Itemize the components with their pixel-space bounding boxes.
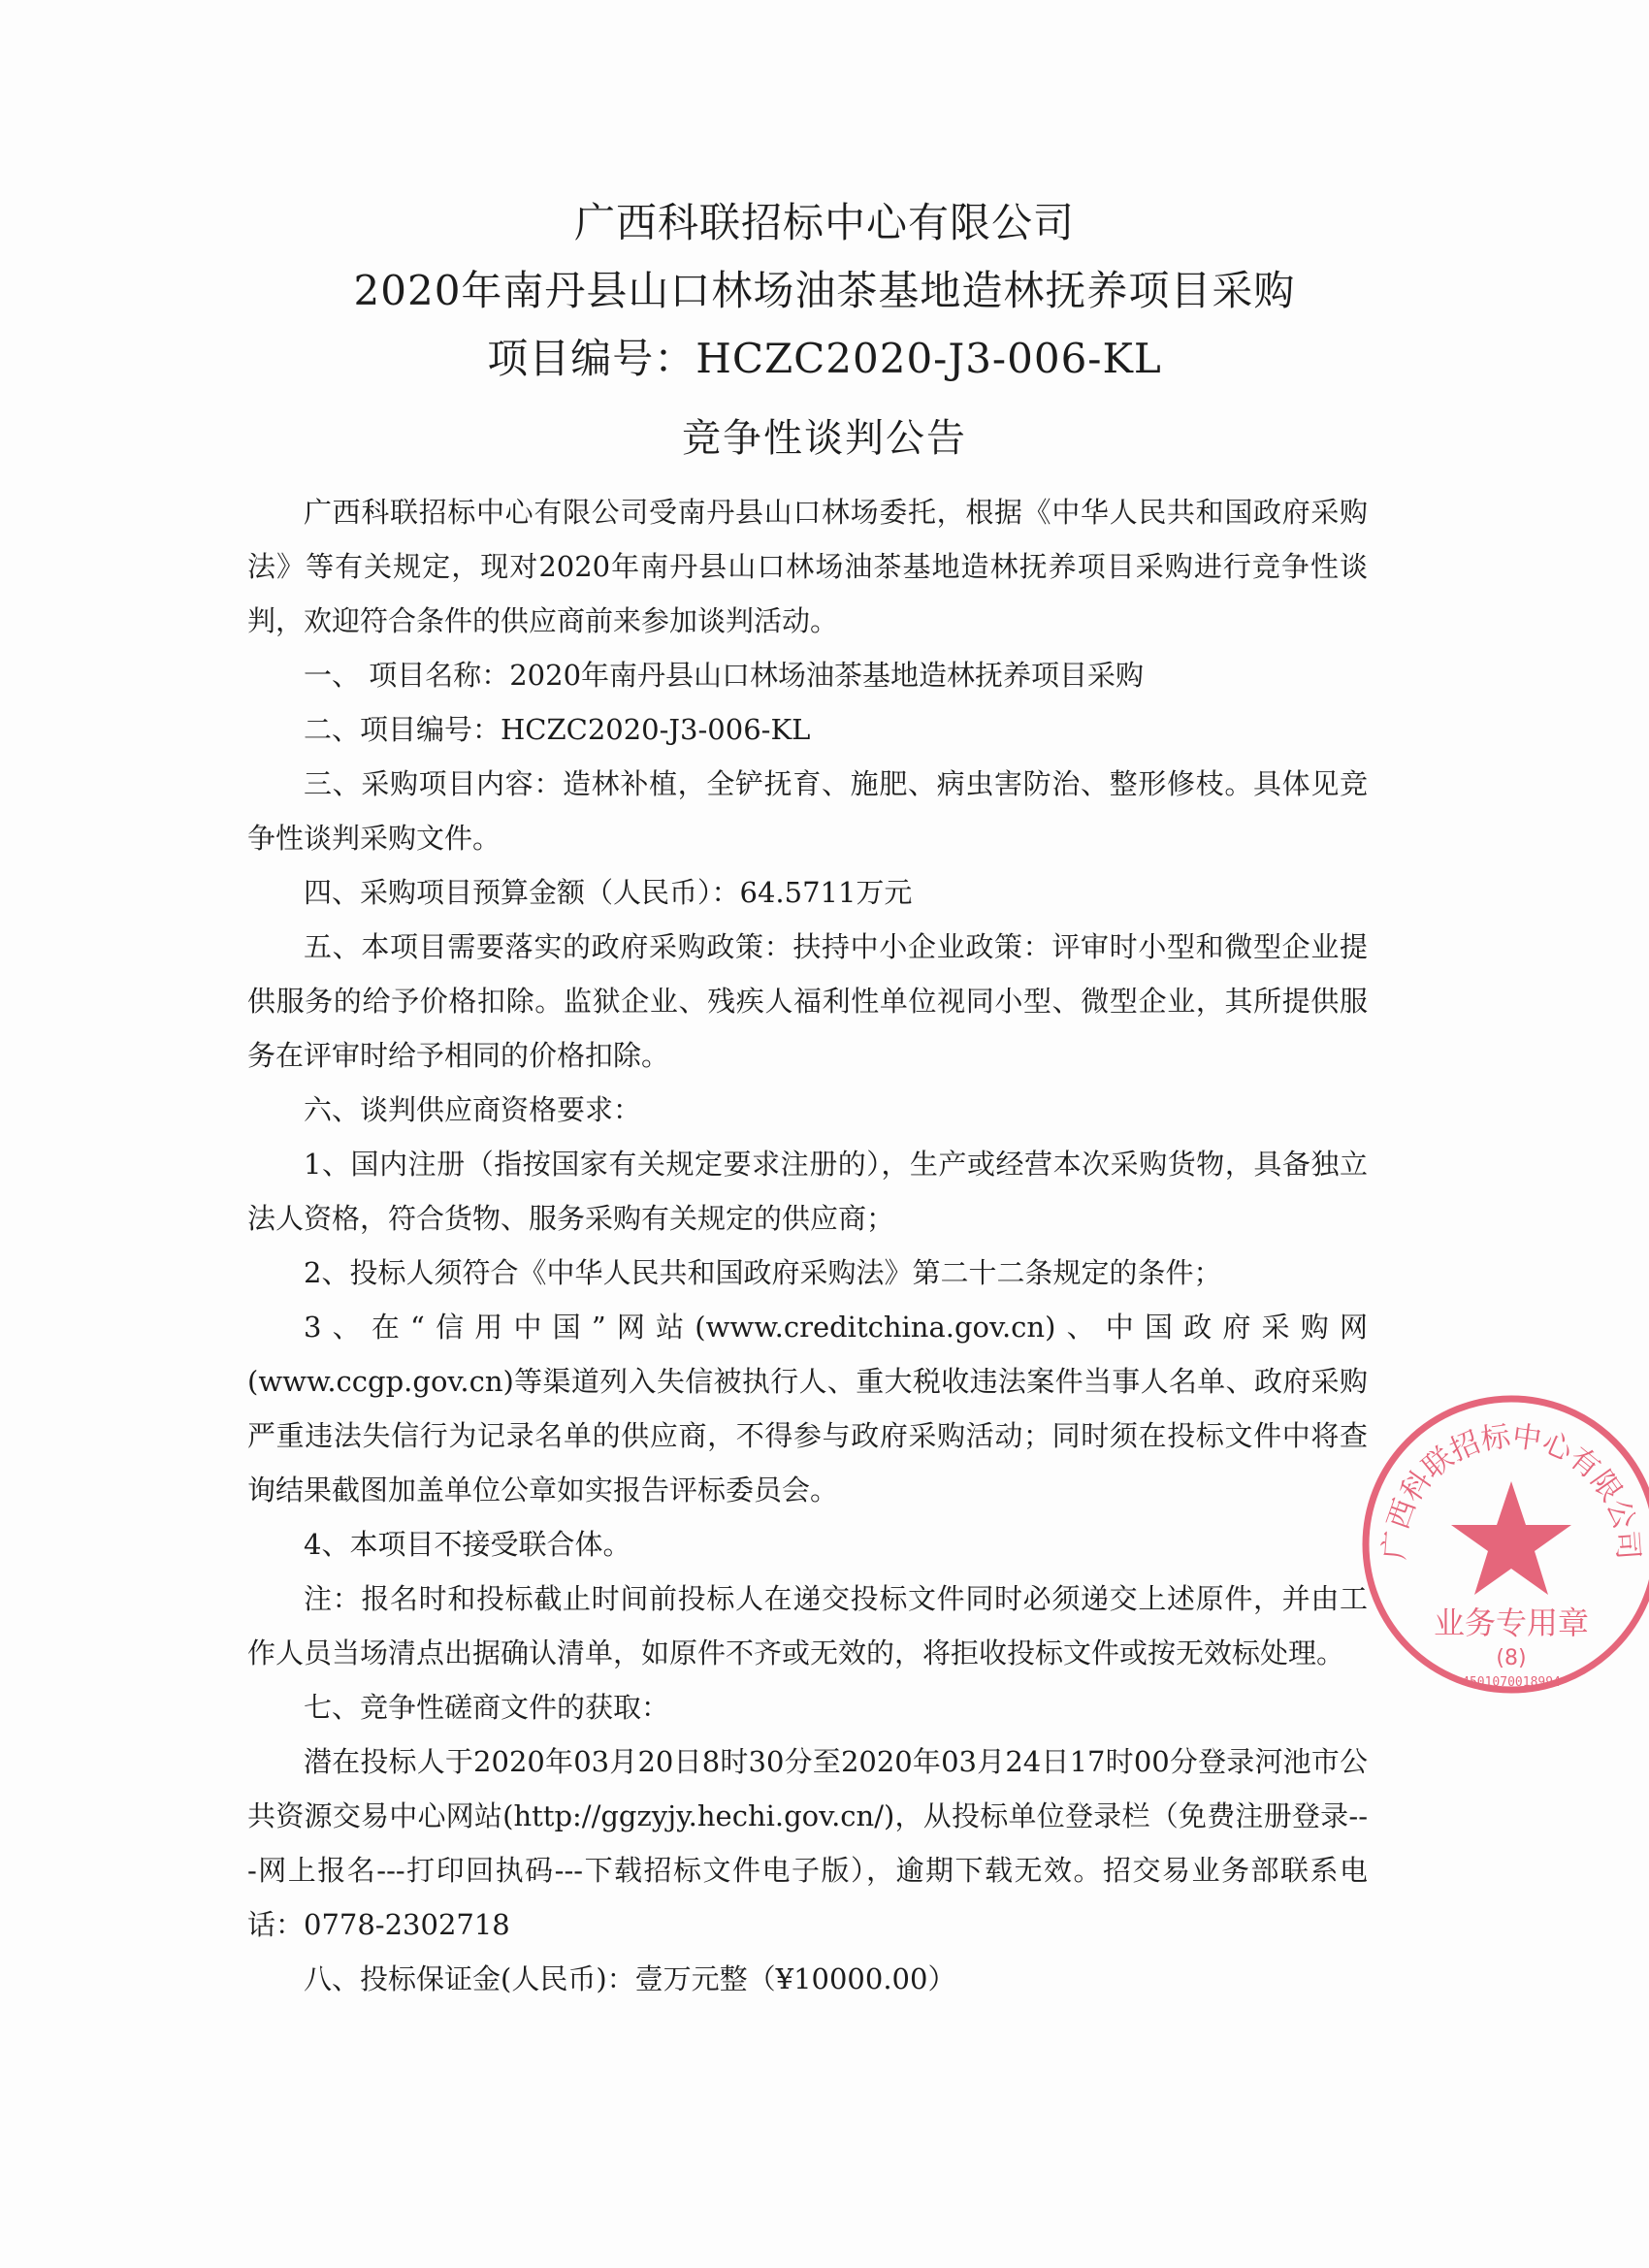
item-qualification-heading: 六、谈判供应商资格要求： (304, 1093, 642, 1126)
item-budget: 四、采购项目预算金额（人民币）：64.5711万元 (304, 876, 913, 909)
seal-number-text: (8) (1496, 1646, 1527, 1670)
note-paragraph: 注：报名时和投标截止时间前投标人在递交投标文件同时必须递交上述原件，并由工作人员当场清点出据确认清单，如原件不齐或无效的，将拒收投标文件或按无效标处理。 (247, 1582, 1368, 1669)
document-title: 竞争性谈判公告 (682, 416, 967, 461)
item-bid-bond: 八、投标保证金(人民币)：壹万元整（¥10000.00） (304, 1962, 956, 1995)
announcement-body (247, 485, 1368, 2006)
seal-star-icon (1451, 1481, 1571, 1595)
company-name-heading: 广西科联招标中心有限公司 (573, 199, 1075, 246)
document-acquisition-paragraph: 潜在投标人于2020年03月20日8时30分至2020年03月24日17时00分登录河池市公共资源交易中心网站(http://ggzyjy.hechi.gov.cn/)，从投标单位登录栏（免费注册登录---网上报名---打印回执码---下载招标文件电子版），逾期下载无效。招交易业务部联系电话：0778-2302718 (247, 1745, 1368, 1941)
item-project-name: 一、 项目名称：2020年南丹县山口林场油茶基地造林抚养项目采购 (304, 659, 1145, 692)
company-seal-stamp (1356, 1389, 1649, 1700)
seal-code-text: 4501070018994 (1462, 1675, 1561, 1690)
qualification-1: 1、国内注册（指按国家有关规定要求注册的），生产或经营本次采购货物，具备独立法人资格，符合货物、服务采购有关规定的供应商； (247, 1148, 1368, 1235)
item-policy: 五、本项目需要落实的政府采购政策：扶持中小企业政策：评审时小型和微型企业提供服务的给予价格扣除。监狱企业、残疾人福利性单位视同小型、微型企业，其所提供服务在评审时给予相同的价格扣除。 (247, 930, 1368, 1072)
seal-center-text: 业务专用章 (1433, 1604, 1590, 1641)
intro-paragraph: 广西科联招标中心有限公司受南丹县山口林场委托，根据《中华人民共和国政府采购法》等有关规定，现对2020年南丹县山口林场油茶基地造林抚养项目采购进行竞争性谈判，欢迎符合条件的供应商前来参加谈判活动。 (247, 496, 1368, 637)
qualification-3: 3、在“信用中国”网站(www.creditchina.gov.cn)、中国政府采购网(www.ccgp.gov.cn)等渠道列入失信被执行人、重大税收违法案件当事人名单、政府采购严重违法失信行为记录名单的供应商，不得参与政府采购活动；同时须在投标文件中将查询结果截图加盖单位公章如实报告评标委员会。 (247, 1311, 1368, 1507)
seal-ring-text: 广西科联招标中心有限公司 (1377, 1419, 1645, 1561)
qualification-2: 2、投标人须符合《中华人民共和国政府采购法》第二十二条规定的条件； (304, 1256, 1222, 1289)
qualification-4: 4、本项目不接受联合体。 (304, 1528, 631, 1561)
project-title-heading: 2020年南丹县山口林场油茶基地造林抚养项目采购 (353, 267, 1296, 314)
item-project-number: 二、项目编号：HCZC2020-J3-006-KL (304, 713, 811, 746)
project-number-heading: 项目编号：HCZC2020-J3-006-KL (487, 335, 1162, 382)
item-procurement-content: 三、采购项目内容：造林补植，全铲抚育、施肥、病虫害防治、整形修枝。具体见竞争性谈判采购文件。 (247, 767, 1368, 855)
item-document-acquisition-heading: 七、竞争性磋商文件的获取： (304, 1691, 670, 1724)
